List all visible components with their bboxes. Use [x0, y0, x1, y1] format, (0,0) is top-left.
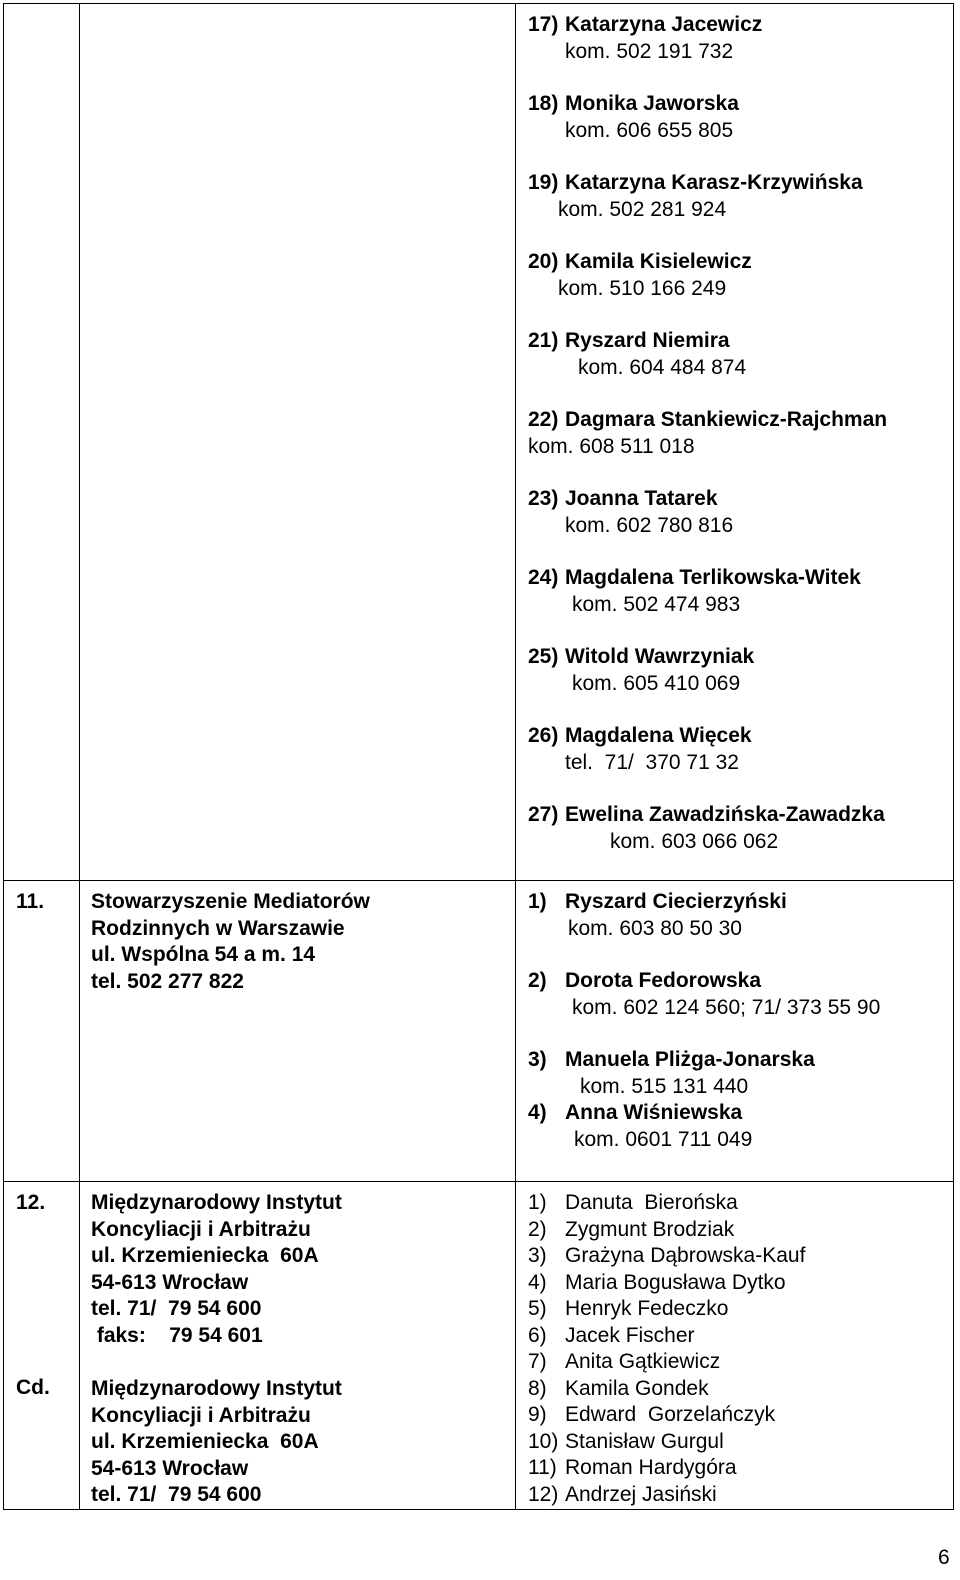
mediators-list: [528, 889, 953, 1153]
mediator-entry: [528, 802, 953, 829]
institution-fax: faks: 79 54 601: [91, 1323, 263, 1347]
mediators-list: [528, 1190, 953, 1508]
institution-cd-phone: tel. 71/ 79 54 600: [91, 1483, 262, 1506]
mediator-contact: kom. 603 066 062: [610, 829, 779, 853]
mediator-entry: [528, 1296, 953, 1323]
mediators-cell: [516, 1182, 954, 1510]
mediators-list: [528, 12, 953, 855]
mediator-contact: kom. 502 281 924: [558, 197, 727, 221]
mediator-name: Danuta Bierońska: [565, 1191, 738, 1214]
mediator-entry: [528, 644, 953, 671]
mediator-contact: kom. 608 511 018: [528, 434, 695, 458]
institution-cell: [80, 1182, 516, 1510]
mediator-name: Henryk Fedeczko: [565, 1297, 729, 1320]
mediator-number: 9): [528, 1403, 547, 1426]
mediator-number: 23): [528, 487, 559, 510]
mediator-entry: [528, 1047, 953, 1074]
entry-number-continued: Cd.: [16, 1375, 50, 1399]
mediator-entry: [528, 1217, 953, 1244]
institution-cd-address: ul. Krzemieniecka 60A: [91, 1430, 319, 1453]
mediator-contact: kom. 605 410 069: [572, 671, 741, 695]
mediator-number: 10): [528, 1429, 559, 1453]
mediator-entry: [528, 723, 953, 750]
mediator-contact: kom. 603 80 50 30: [568, 916, 742, 940]
mediator-number: 24): [528, 566, 559, 589]
institution-name-line-2: Rodzinnych w Warszawie: [91, 916, 345, 940]
institution-phone: tel. 71/ 79 54 600: [91, 1297, 262, 1320]
mediator-entry: [528, 889, 953, 916]
mediator-contact: kom. 602 780 816: [565, 513, 734, 537]
mediator-number: 17): [528, 13, 559, 36]
mediator-number: 21): [528, 329, 559, 352]
mediators-cell: [516, 881, 954, 1182]
mediators-register-table: [3, 3, 954, 1510]
table-row: [4, 881, 954, 1182]
mediator-name: Ewelina Zawadzińska-Zawadzka: [565, 803, 885, 826]
mediator-entry: [528, 170, 953, 197]
mediator-number: 7): [528, 1350, 547, 1373]
mediator-number: 4): [528, 1270, 547, 1294]
mediator-number: 3): [528, 1048, 547, 1071]
mediator-name: Monika Jaworska: [565, 92, 739, 115]
mediator-entry: [528, 1482, 953, 1509]
mediator-entry: [528, 1429, 953, 1456]
mediator-number: 27): [528, 803, 559, 826]
mediator-name: Ryszard Niemira: [565, 329, 730, 352]
number-cell: [4, 4, 80, 881]
mediator-contact: kom. 604 484 874: [578, 355, 747, 379]
mediator-entry: [528, 12, 953, 39]
institution-cell: [80, 4, 516, 881]
mediator-number: 3): [528, 1244, 547, 1267]
mediator-name: Magdalena Terlikowska-Witek: [565, 566, 861, 589]
mediator-number: 26): [528, 724, 559, 747]
mediator-name: Kamila Gondek: [565, 1376, 709, 1400]
institution-name-line-2: Koncyliacji i Arbitrażu: [91, 1217, 311, 1241]
mediator-entry: [528, 1455, 953, 1482]
institution-name-line-1: Stowarzyszenie Mediatorów: [91, 890, 370, 913]
mediator-entry: [528, 968, 953, 995]
mediator-name: Dorota Fedorowska: [565, 969, 762, 992]
mediator-name: Magdalena Więcek: [565, 724, 752, 747]
mediator-number: 20): [528, 250, 559, 273]
institution-name-line-1: Międzynarodowy Instytut: [91, 1191, 342, 1214]
mediator-contact: kom. 515 131 440: [580, 1074, 749, 1098]
mediator-number: 25): [528, 645, 559, 668]
institution-city: 54-613 Wrocław: [91, 1270, 249, 1294]
table-row: [4, 1182, 954, 1510]
mediator-number: 6): [528, 1323, 547, 1347]
mediator-entry: [528, 1190, 953, 1217]
mediator-contact: kom. 606 655 805: [565, 118, 734, 142]
mediator-number: 1): [528, 890, 547, 913]
mediator-entry: [528, 1270, 953, 1297]
institution-address: ul. Krzemieniecka 60A: [91, 1244, 319, 1267]
mediator-name: Maria Bogusława Dytko: [565, 1270, 786, 1294]
entry-number: 12.: [16, 1191, 46, 1214]
mediator-entry: [528, 1402, 953, 1429]
institution-cd-city: 54-613 Wrocław: [91, 1456, 249, 1480]
mediator-number: 12): [528, 1482, 559, 1506]
mediator-contact: kom. 502 474 983: [572, 592, 741, 616]
mediator-entry: [528, 486, 953, 513]
mediator-name: Dagmara Stankiewicz-Rajchman: [565, 408, 888, 431]
mediator-contact: kom. 502 191 732: [565, 39, 734, 63]
mediator-number: 11): [528, 1456, 557, 1479]
institution-phone: tel. 502 277 822: [91, 969, 244, 993]
mediator-name: Zygmunt Brodziak: [565, 1217, 735, 1241]
mediator-entry: [528, 1100, 953, 1127]
number-cell: [4, 1182, 80, 1510]
mediator-number: 19): [528, 171, 559, 194]
table-row-continued: [4, 4, 954, 881]
mediator-name: Stanisław Gurgul: [565, 1429, 724, 1453]
institution-cd-name-line-2: Koncyliacji i Arbitrażu: [91, 1403, 311, 1427]
mediator-number: 5): [528, 1297, 547, 1320]
institution-cell: [80, 881, 516, 1182]
mediator-entry: [528, 407, 953, 434]
mediator-number: 8): [528, 1376, 547, 1400]
mediator-entry: [528, 1243, 953, 1270]
institution-address: ul. Wspólna 54 a m. 14: [91, 943, 316, 966]
mediator-number: 22): [528, 408, 559, 431]
entry-number: 11.: [16, 890, 45, 913]
mediator-name: Witold Wawrzyniak: [565, 645, 755, 668]
mediator-name: Ryszard Ciecierzyński: [565, 890, 787, 913]
mediator-name: Katarzyna Karasz-Krzywińska: [565, 171, 863, 194]
mediator-contact: tel. 71/ 370 71 32: [565, 750, 739, 774]
mediator-number: 1): [528, 1191, 547, 1214]
mediator-name: Grażyna Dąbrowska-Kauf: [565, 1244, 806, 1267]
mediator-entry: [528, 1323, 953, 1350]
mediator-name: Manuela Pliżga-Jonarska: [565, 1048, 815, 1071]
mediator-entry: [528, 1376, 953, 1403]
number-cell: [4, 881, 80, 1182]
page-number: 6: [938, 1546, 950, 1569]
mediator-name: Jacek Fischer: [565, 1323, 695, 1347]
mediator-name: Kamila Kisielewicz: [565, 250, 752, 273]
mediator-name: Edward Gorzelańczyk: [565, 1403, 776, 1426]
mediator-entry: [528, 565, 953, 592]
mediator-name: Roman Hardygóra: [565, 1456, 737, 1479]
institution-cd-name-line-1: Międzynarodowy Instytut: [91, 1377, 342, 1400]
mediator-entry: [528, 328, 953, 355]
mediator-contact: kom. 510 166 249: [558, 276, 727, 300]
mediator-entry: [528, 1349, 953, 1376]
mediator-name: Joanna Tatarek: [565, 487, 718, 510]
mediator-number: 2): [528, 1217, 547, 1241]
mediator-number: 4): [528, 1101, 547, 1124]
mediator-number: 18): [528, 92, 559, 115]
mediator-name: Katarzyna Jacewicz: [565, 13, 763, 36]
mediator-number: 2): [528, 969, 547, 992]
mediator-entry: [528, 91, 953, 118]
mediator-contact: kom. 602 124 560; 71/ 373 55 90: [572, 995, 881, 1019]
mediator-name: Andrzej Jasiński: [565, 1482, 717, 1506]
mediator-name: Anna Wiśniewska: [565, 1101, 743, 1124]
mediators-cell: [516, 4, 954, 881]
mediator-name: Anita Gątkiewicz: [565, 1350, 721, 1373]
mediator-contact: kom. 0601 711 049: [574, 1127, 753, 1151]
mediator-entry: [528, 249, 953, 276]
